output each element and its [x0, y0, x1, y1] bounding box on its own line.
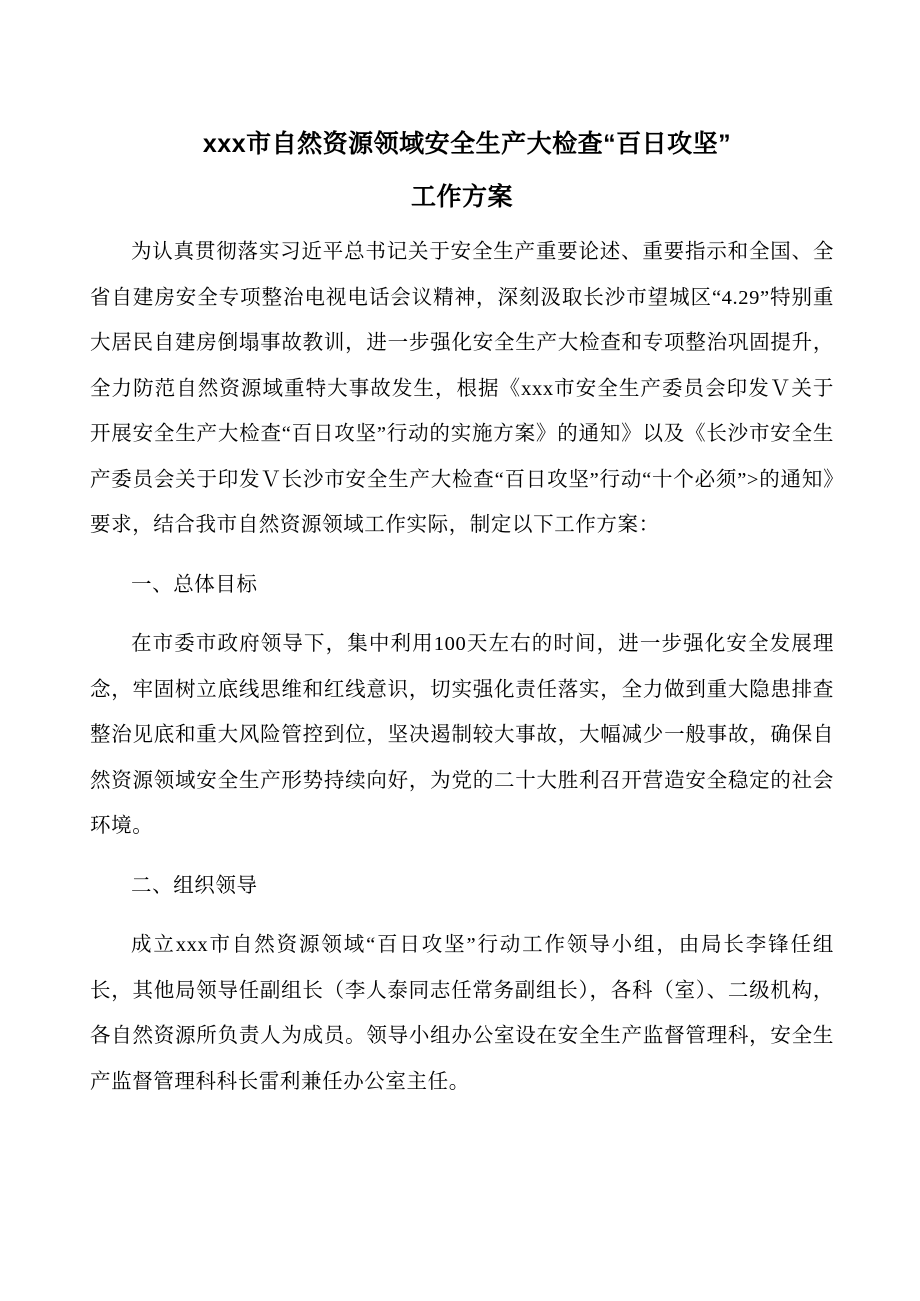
page-title-line-1: xxx市自然资源领域安全生产大检查“百日攻坚”: [202, 130, 732, 158]
paragraph-spacer: [90, 608, 834, 622]
section-2-body: 成立xxx市自然资源领域“百日攻坚”行动工作领导小组，由局长李锋任组长，其他局领导任副组长（李人泰同志任常务副组长），各科（室）、二级机构，各自然资源所负责人为成员。领导小组办公室设在安全生产监督管理科，安全生产监督管理科科长雷利兼任办公室主任。: [90, 934, 834, 1093]
intro-paragraph: 为认真贯彻落实习近平总书记关于安全生产重要论述、重要指示和全国、全省自建房安全专项整治电视电话会议精神，深刻汲取长沙市望城区“4.29”特别重大居民自建房倒塌事故教训，进一步强化安全生产大检查和专项整治巩固提升，全力防范自然资源域重特大事故发生，根据《xxx市安全生产委员会印发Ｖ关于开展安全生产大检查“百日攻坚”行动的实施方案》的通知》以及《长沙市安全生产委员会关于印发Ｖ长沙市安全生产大检查“百日攻坚”行动“十个必须”>的通知》要求，结合我市自然资源领域工作实际，制定以下工作方案：: [90, 241, 834, 536]
paragraph-spacer: [90, 909, 834, 923]
paragraph-spacer: [90, 549, 834, 563]
section-heading-1: 一、总体目标: [131, 573, 258, 596]
section-heading-2: 二、组织领导: [131, 874, 258, 897]
page-title: [90, 118, 834, 224]
paragraph-spacer: [90, 850, 834, 864]
section-1-body: 在市委市政府领导下，集中利用100天左右的时间，进一步强化安全发展理念，牢固树立底线思维和红线意识，切实强化责任落实，全力做到重大隐患排查整治见底和重大风险管控到位，坚决遏制较大事故，大幅减少一般事故，确保自然资源领域安全生产形势持续向好，为党的二十大胜利召开营造安全稳定的社会环境。: [90, 633, 834, 837]
page-title-line-2: 工作方案: [410, 183, 513, 211]
